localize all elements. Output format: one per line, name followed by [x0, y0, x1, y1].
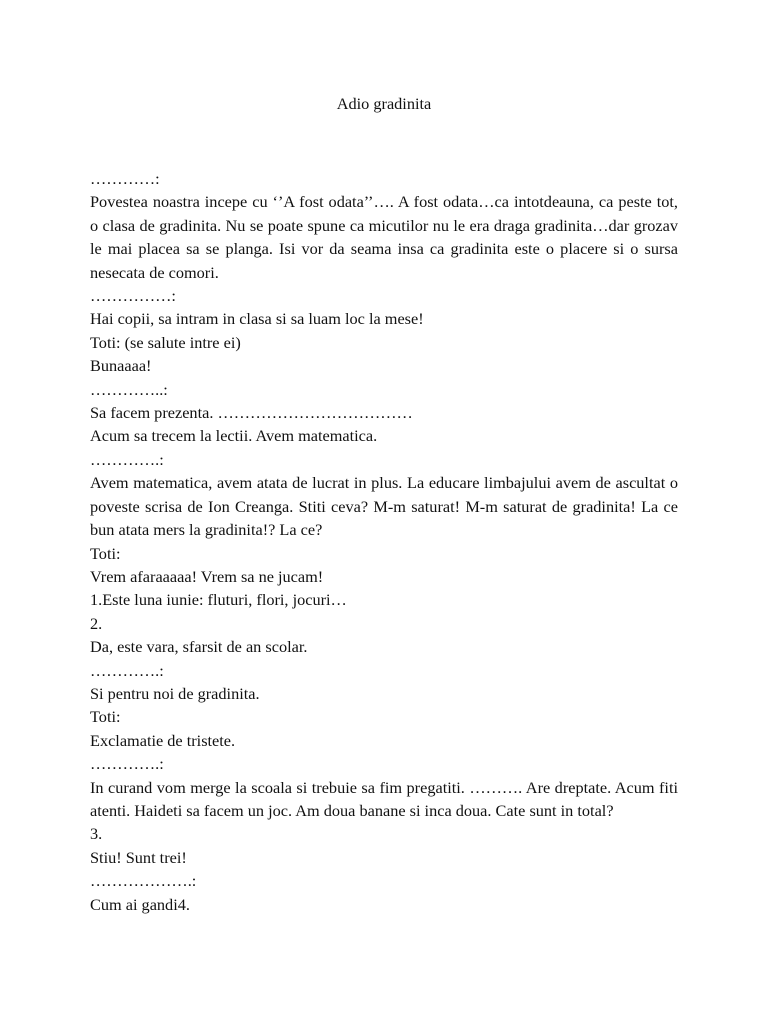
body-line: …………..: [90, 379, 168, 399]
document-body [90, 167, 678, 916]
document-title: Adio gradinita [336, 94, 432, 113]
body-line: ………….: [90, 449, 164, 469]
body-line: Si pentru noi de gradinita. [90, 683, 260, 703]
body-line: ………….: [90, 660, 164, 680]
body-paragraph: Povestea noastra incepe cu ‘’A fost odata’’…. A fost odata…ca intotdeauna, ca peste tot, o clasa de gradinita. Nu se poate spune ca micutilor nu le era draga gradinita…dar grozav le mai placea sa se planga. Isi vor da seama insa ca gradinita este o placere si o sursa nesecata de comori. [90, 192, 678, 282]
body-line: Toti: (se salute intre ei) [90, 332, 241, 352]
body-line: Hai copii, sa intram in clasa si sa luam loc la mese! [90, 309, 424, 329]
body-line: Toti: [90, 707, 121, 727]
body-line: Cum ai gandi4. [90, 894, 190, 914]
body-line: ………….: [90, 754, 164, 774]
body-line: …………: [90, 169, 160, 188]
body-line: Stiu! Sunt trei! [90, 847, 187, 867]
body-line: Sa facem prezenta. ……………………………… [90, 403, 413, 423]
body-line: 2. [90, 613, 103, 633]
body-line: 1.Este luna iunie: fluturi, flori, jocuri… [90, 590, 347, 610]
body-line: Bunaaaa! [90, 356, 152, 376]
body-line: ……………: [90, 286, 176, 306]
body-line: Vrem afaraaaaa! Vrem sa ne jucam! [90, 566, 324, 586]
body-line: Toti: [90, 543, 121, 563]
body-line: ……………….: [90, 871, 197, 891]
body-line: 3. [90, 824, 103, 844]
body-line: Da, este vara, sfarsit de an scolar. [90, 637, 308, 657]
body-paragraph: Avem matematica, avem atata de lucrat in plus. La educare limbajului avem de ascultat o poveste scrisa de Ion Creanga. Stiti ceva? M-m saturat! M-m saturat de gradinita! La ce bun atata mers la gradinita!? La ce? [90, 473, 678, 540]
body-line: Acum sa trecem la lectii. Avem matematica. [90, 426, 378, 446]
body-paragraph: In curand vom merge la scoala si trebuie sa fim pregatiti. ………. Are dreptate. Acum fiti atenti. Haideti sa facem un joc. Am doua banane si inca doua. Cate sunt in total? [90, 777, 678, 820]
body-line: Exclamatie de tristete. [90, 730, 236, 750]
